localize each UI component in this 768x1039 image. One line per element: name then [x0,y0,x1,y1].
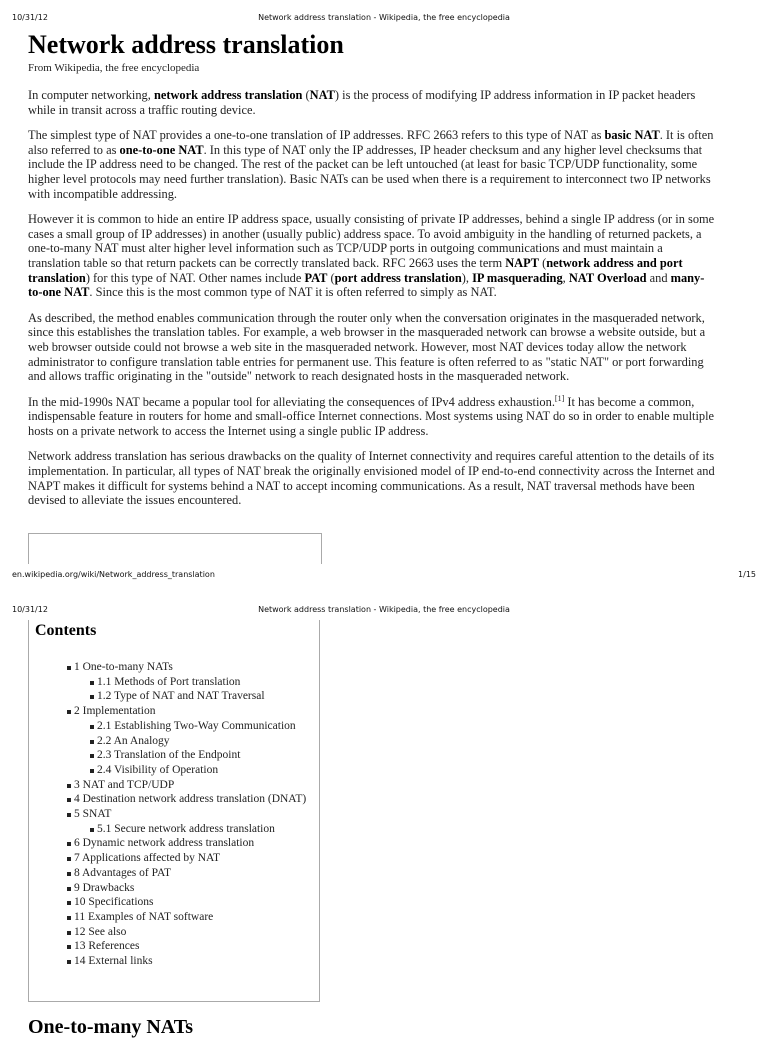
bullet-icon [67,857,71,861]
bullet-icon [90,695,94,699]
section-heading: One-to-many NATs [28,1016,194,1038]
article-content [28,30,718,519]
toc-link[interactable]: 4 Destination network address translation (DNAT) [74,793,307,806]
toc-item[interactable] [29,734,306,749]
bullet-icon [67,872,71,876]
toc-link[interactable]: 7 Applications affected by NAT [74,852,221,865]
toc-link[interactable]: 1.2 Type of NAT and NAT Traversal [97,690,265,703]
term-nat-overload: NAT Overload [568,270,647,285]
intro-paragraph-3: However it is common to hide an entire IP address space, usually consisting of private IP addresses, behind a single IP address (or in some cases a small group of IP addresses) in another (usually public) address space. To avoid ambiguity in the handling of returned packets, a one-to-many NAT must alter higher level information such as TCP/UDP ports in outgoing communications and must maintain a translation table so that return packets can be correctly translated back. RFC 2663 uses the term NAPT (network address and port translation) for this type of NAT. Other names include PAT (port address translation), IP masquerading, NAT Overload and many-to-one NAT. Since this is the most common type of NAT it is often referred to simply as NAT. [28,212,715,300]
intro-paragraph-5: In the mid-1990s NAT became a popular tool for alleviating the consequences of IPv4 address exhaustion.[1] It has become a common, indispensable feature in routers for home and small-office Internet connections. Most systems using NAT do so in order to enable multiple hosts on a private network to access the Internet using a single public IP address. [28,393,715,438]
bullet-icon [67,931,71,935]
bullet-icon [67,945,71,949]
toc-item[interactable] [29,925,306,940]
citation-link[interactable]: [1] [554,393,565,403]
toc-item[interactable] [29,689,306,704]
toc-link[interactable]: 2.1 Establishing Two-Way Communication [97,719,296,732]
toc-link[interactable]: 13 References [74,940,140,953]
toc-item[interactable] [29,836,306,851]
page-url: en.wikipedia.org/wiki/Network_address_translation [12,570,215,579]
toc-link[interactable]: 9 Drawbacks [74,881,135,894]
bullet-icon [67,901,71,905]
bullet-icon [90,754,94,758]
toc-item[interactable] [29,910,306,925]
term-napt-full: network address and port translation [28,255,683,285]
toc-link[interactable]: 2.3 Translation of the Endpoint [97,749,241,762]
toc-item[interactable] [29,778,306,793]
table-of-contents [28,620,320,1002]
intro-paragraph-6: Network address translation has serious drawbacks on the quality of Internet connectivity and requires careful attention to the details of its implementation. In particular, all types of NAT break the originally envisioned model of IP end-to-end connectivity across the Internet and NAPT makes it difficult for systems behind a NAT to accept incoming communications. As a result, NAT traversal methods have been devised to alleviate the issues encountered. [28,449,715,508]
term-pat: PAT [304,270,328,285]
bullet-icon [67,916,71,920]
toc-item[interactable] [29,719,306,734]
toc-item[interactable] [29,660,306,675]
toc-link[interactable]: 2.2 An Analogy [97,734,170,747]
bullet-icon [67,798,71,802]
print-date: 10/31/12 [12,605,48,614]
bullet-icon [67,784,71,788]
toc-list [29,660,306,969]
toc-item[interactable] [29,895,306,910]
toc-item[interactable] [29,851,306,866]
bullet-icon [67,710,71,714]
toc-item[interactable] [29,822,306,837]
toc-item[interactable] [29,792,306,807]
intro-paragraph-2: The simplest type of NAT provides a one-to-one translation of IP addresses. RFC 2663 refers to this type of NAT as basic NAT. It is often also referred to as one-to-one NAT. In this type of NAT only the IP addresses, IP header checksum and any higher level checksums that include the IP address need to be changed. The rest of the packet can be left untouched (at least for basic TCP/UDP functionality, some higher level protocols may need further translation). Basic NATs can be used when there is a requirement to interconnect two IP networks with incompatible addressing. [28,128,714,201]
intro-paragraph-4: As described, the method enables communication through the router only when the conversation originates in the masqueraded network, since this establishes the translation tables. For example, a web browser in the masqueraded network can browse a website outside, but a web browser outside could not browse a web site in the masqueraded network. However, most NAT devices today allow the network administrator to configure translation table entries for permanent use. This feature is often referred to as "static NAT" or port forwarding and allows traffic originating in the "outside" network to reach designated hosts in the masqueraded network. [28,310,706,384]
term-one-to-one-nat: one-to-one NAT [119,142,204,157]
term-pat-full: port address translation [334,270,462,285]
term-nat-full: network address translation [153,88,303,102]
intro-paragraph-1: In computer networking, network address translation (NAT) is the process of modifying IP address information in IP packet headers while in transit across a traffic routing device. [28,88,696,117]
bullet-icon [67,813,71,817]
print-page-title: Network address translation - Wikipedia, the free encyclopedia [258,605,510,614]
toc-link[interactable]: 12 See also [74,925,127,938]
bullet-icon [67,842,71,846]
toc-link[interactable]: 5 SNAT [74,808,112,821]
toc-item[interactable] [29,675,306,690]
toc-link[interactable]: 8 Advantages of PAT [74,866,172,879]
term-basic-nat: basic NAT [604,128,660,143]
toc-item[interactable] [29,807,306,822]
toc-link[interactable]: 14 External links [74,955,153,968]
toc-item[interactable] [29,748,306,763]
print-date: 10/31/12 [12,13,48,22]
toc-link[interactable]: 11 Examples of NAT software [74,910,214,923]
bullet-icon [67,960,71,964]
term-ip-masquerading: IP masquerading [472,270,563,285]
toc-link[interactable]: 5.1 Secure network address translation [97,822,275,835]
toc-link[interactable]: 2 Implementation [74,705,156,718]
bullet-icon [67,666,71,670]
page-number: 1/15 [738,570,756,579]
print-page-title: Network address translation - Wikipedia, the free encyclopedia [258,13,510,22]
bullet-icon [90,681,94,685]
term-nat: NAT [309,88,335,102]
bullet-icon [90,740,94,744]
toc-item[interactable] [29,954,306,969]
toc-link[interactable]: 10 Specifications [74,896,154,909]
toc-item[interactable] [29,881,306,896]
toc-item[interactable] [29,763,306,778]
toc-title: Contents [35,622,97,639]
toc-item[interactable] [29,866,306,881]
toc-item[interactable] [29,939,306,954]
toc-link[interactable]: 1.1 Methods of Port translation [97,675,241,688]
term-many-to-one-nat: many-to-one NAT [28,270,705,300]
bullet-icon [90,828,94,832]
bullet-icon [90,725,94,729]
toc-link[interactable]: 3 NAT and TCP/UDP [74,778,175,791]
toc-box-top [28,533,322,564]
bullet-icon [90,769,94,773]
toc-link[interactable]: 1 One-to-many NATs [74,661,173,673]
toc-link[interactable]: 6 Dynamic network address translation [74,837,255,850]
term-napt: NAPT [505,255,539,270]
toc-link[interactable]: 2.4 Visibility of Operation [97,763,219,776]
toc-item[interactable] [29,704,306,719]
bullet-icon [67,887,71,891]
article-subtitle: From Wikipedia, the free encyclopedia [28,62,200,74]
article-title: Network address translation [28,30,344,59]
